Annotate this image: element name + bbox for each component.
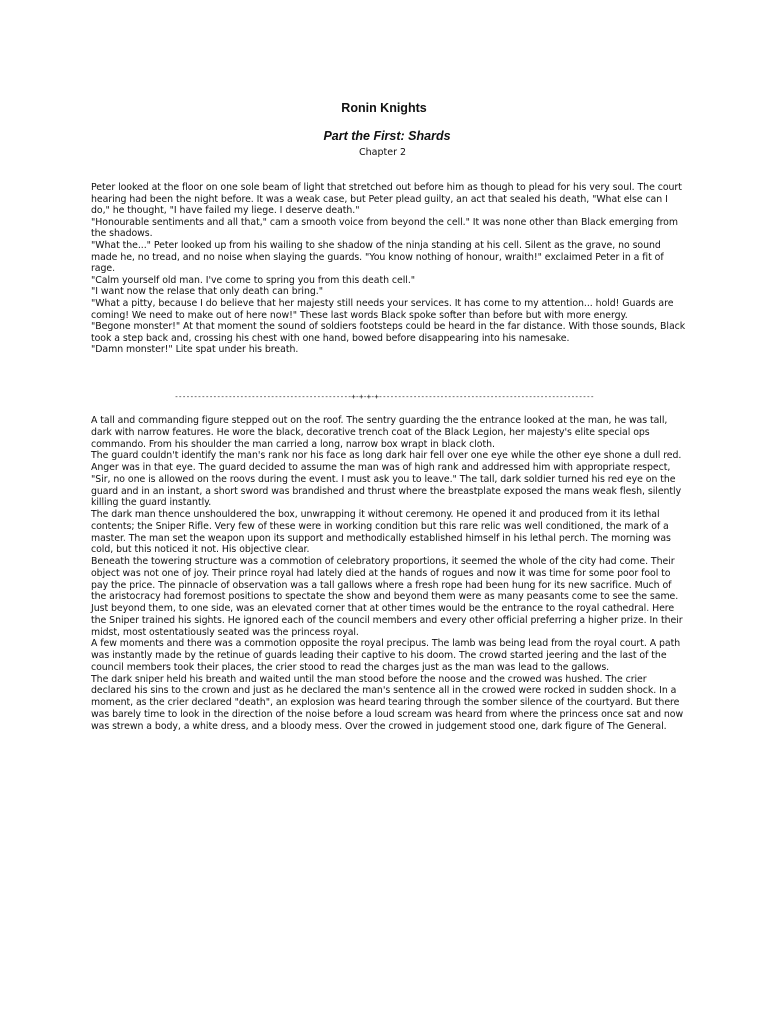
- paragraph: Peter looked at the floor on one sole beam of light that stretched out before him as though to plead for his very soul. The court hearing had been the night before. It was a weak case, but Peter plead guilty, an act that sealed his death, "What else can I do," he thought, "I have failed my liege. I deserve death.": [91, 182, 682, 217]
- part-one-text: [91, 182, 686, 356]
- paragraph: "What a pitty, because I do believe that her majesty still needs your services. It has come to my attention... hold! Guards are coming! We need to make out of here now!" These last words Black spoke softer than before but with more energy.: [91, 297, 674, 321]
- paragraph: The dark sniper held his breath and waited until the man stood before the noose and the crowed was hushed. The crier declared his sins to the crown and just as he declared the man's sentence all in the crowed were rocked in sudden shock. In a moment, as the crier declared "death", an explosion was heard tearing through the somber silence of the courtyard. But there was barely time to look in the direction of the noise before a loud scream was heard from where the princess once sat and now was strewn a body, a white dress, and a bloody mess. Over the crowed in judgement stood one, dark figure of The General.: [91, 673, 684, 732]
- paragraph: "Begone monster!" At that moment the sound of soldiers footsteps could be heard in the far distance. With those sounds, Black took a step back and, crossing his chest with one hand, bowed before disappearing into his namesake.: [91, 321, 686, 344]
- paragraph: A few moments and there was a commotion opposite the royal precipus. The lamb was being lead from the royal court. A path was instantly made by the retinue of guards leading their captive to his doom. The crowd started jeering and the last of the council members took their places, the crier stood to read the charges just as the man was lead to the gallows.: [91, 638, 681, 673]
- paragraph: "Calm yourself old man. I've come to spring you from this death cell.": [91, 274, 416, 286]
- paragraph: "Damn monster!" Lite spat under his breath.: [91, 344, 299, 356]
- paragraph: "What the..." Peter looked up from his wailing to she shadow of the ninja standing at his cell. Silent as the grave, no sound made he, no tread, and no noise when slaying the guards. "You know nothing of honour, wraith!" exclaimed Peter in a fit of rage.: [91, 239, 664, 275]
- paragraph: A tall and commanding figure stepped out on the roof. The sentry guarding the the entrance looked at the man, he was tall, dark with narrow features. He wore the black, decorative trench coat of the Black Legion, her majesty's elite special ops commando. From his shoulder the man carried a long, narrow box wrapt in black cloth.: [91, 415, 668, 450]
- paragraph: "I want now the relase that only death can bring.": [91, 286, 323, 298]
- paragraph: The guard couldn't identify the man's rank nor his face as long dark hair fell over one eye while the other eye shone a dull red. Anger was in that eye. The guard decided to assume the man was of high rank and addressed him with appropriate respect, "Sir, no one is allowed on the roovs during the event. I must ask you to leave." The tall, dark soldier turned his red eye on the guard and in an instant, a short sword was brandished and thrust where the breastplate exposed the mans weak flesh, silently killing the guard instantly.: [91, 450, 682, 509]
- part-two-text: [91, 415, 686, 732]
- paragraph: Beneath the towering structure was a commotion of celebratory proportions, it seemed the whole of the city had come. Their object was not one of joy. Their prince royal had lately died at the hands of rogues and now it was time for some poor fool to pay the price. The pinnacle of observation was a tall gallows where a fresh rope had been hung for its new sacrifice. Much of the aristocracy had foremost positions to spectate the show and beyond them were as many peasants come to see the same. Just beyond them, to one side, was an elevated corner that at other times would be the entrance to the royal cathedral. Here the Sniper trained his sights. He ignored each of the council members and every other official preferring a higher prize. In their midst, most ostentatiously seated was the princess royal.: [91, 556, 683, 638]
- paragraph: The dark man thence unshouldered the box, unwrapping it without ceremony. He opened it and produced from it its lethal contents; the Sniper Rifle. Very few of these were in working condition but this rare relic was well conditioned, the mark of a master. The man set the weapon upon its support and methodically established himself in his lethal perch. The morning was cold, but this noticed it not. His objective clear.: [91, 509, 671, 556]
- section-divider: ----------------------------------------------+-+-+-+--------------------------------------------------------: [174, 392, 594, 401]
- chapter-heading: Chapter 2: [359, 147, 407, 158]
- document-title: Ronin Knights: [341, 101, 427, 115]
- document-subtitle: Part the First: Shards: [323, 129, 451, 143]
- paragraph: "Honourable sentiments and all that," cam a smooth voice from beyond the cell." It was none other than Black emerging from the shadows.: [91, 216, 678, 240]
